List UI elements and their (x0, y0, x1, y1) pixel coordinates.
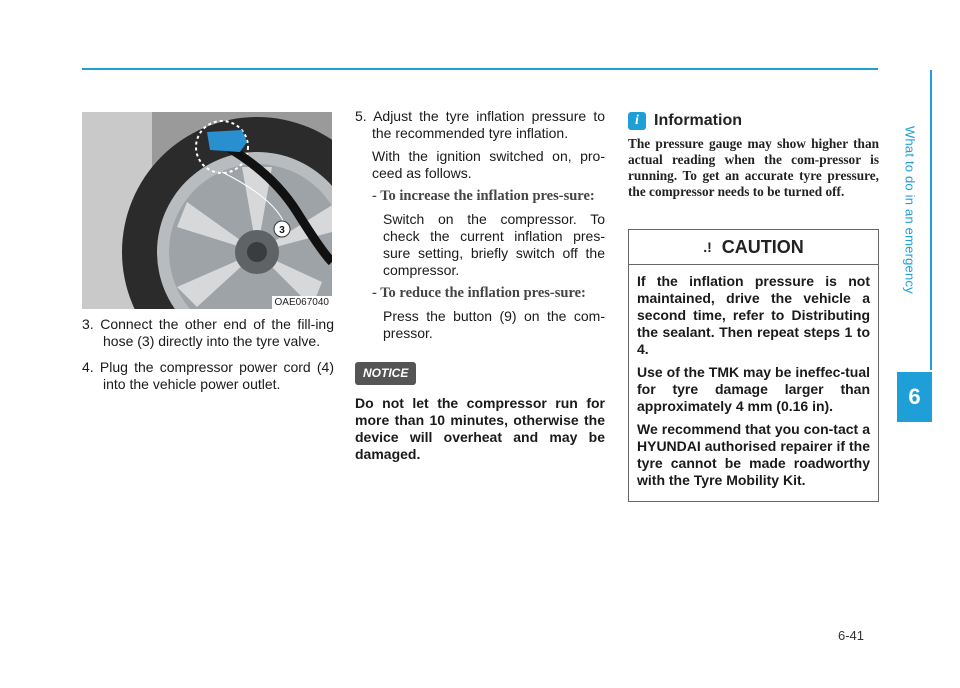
caution-header (629, 230, 878, 265)
warning-icon: .! (703, 239, 712, 255)
information-block (628, 112, 879, 200)
caution-paragraph: We recommend that you con-tact a HYUNDAI authorised repairer if the tyre cannot be made roadworthy with the Tyre Mobility Kit. (637, 421, 870, 488)
information-title: Information (654, 112, 742, 129)
caution-box (628, 229, 879, 502)
chapter-number-badge: 6 (897, 372, 932, 422)
information-header (628, 112, 879, 130)
caution-title: CAUTION (721, 236, 804, 257)
page-number: 6-41 (838, 628, 865, 643)
increase-text: Switch on the compressor. To check the current inflation pres-sure setting, briefly switch off the compressor. (383, 211, 605, 278)
caution-body (629, 265, 878, 489)
caution-paragraph: If the inflation pressure is not maintained, drive the vehicle a second time, refer to Distributing the sealant. Then repeat steps 1 to 4. (637, 273, 870, 357)
step-3: 3. Connect the other end of the fill-ing hose (3) directly into the tyre valve. (82, 316, 334, 349)
middle-column (355, 108, 605, 469)
header-rule (82, 68, 878, 70)
section-tab (898, 50, 922, 370)
section-tab-rule (930, 70, 932, 370)
info-icon: i (628, 112, 646, 130)
figure-code: OAE067040 (272, 296, 333, 309)
reduce-heading: - To reduce the inflation pres-sure: (372, 285, 586, 301)
step-4: 4. Plug the compressor power cord (4) into the vehicle power outlet. (82, 359, 334, 392)
wheel-hose-photo (82, 112, 332, 309)
notice-text: Do not let the compressor run for more than 10 minutes, otherwise the device will overheat and may be damaged. (355, 395, 605, 462)
callout-number: 3 (279, 225, 285, 236)
caution-paragraph: Use of the TMK may be ineffec-tual for tyre damage larger than approximately 4 mm (0.16 in). (637, 364, 870, 414)
left-column (82, 316, 334, 402)
reduce-text: Press the button (9) on the com-pressor. (383, 308, 605, 341)
increase-heading: - To increase the inflation pres-sure: (372, 188, 595, 204)
wheel-illustration (82, 112, 332, 309)
notice-badge: NOTICE (355, 362, 416, 385)
step-5: 5. Adjust the tyre inflation pressure to the recommended tyre inflation. (355, 108, 605, 141)
section-title: What to do in an emergency (902, 126, 918, 294)
information-text: The pressure gauge may show higher than actual reading when the com-pressor is running. To get an accurate tyre pressure, the compressor needs to be turned off. (628, 136, 879, 199)
step-5-detail: With the ignition switched on, pro-ceed as follows. (372, 148, 605, 181)
